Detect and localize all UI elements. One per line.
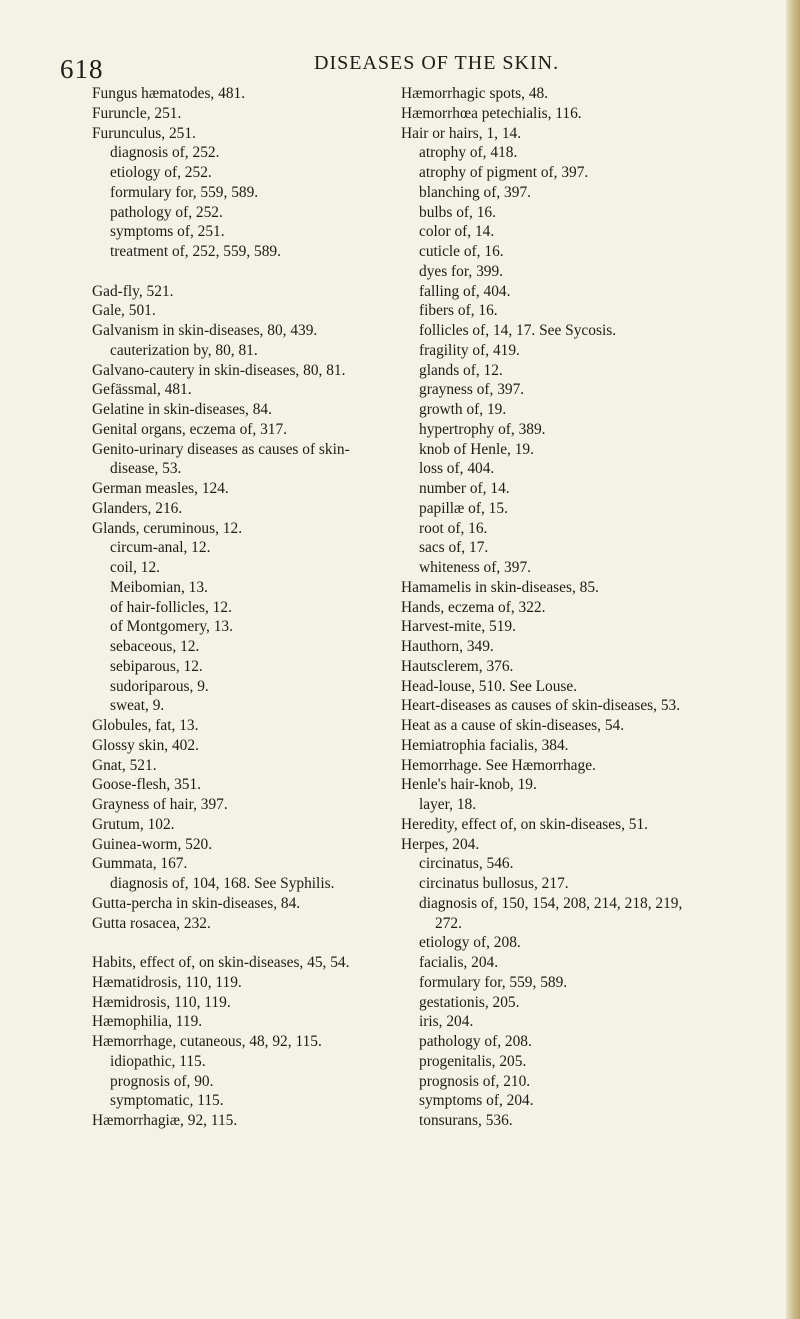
index-entry: Gummata, 167. [92,855,188,873]
index-subentry: circum-anal, 12. [110,539,211,557]
index-entry: Hæmorrhage, cutaneous, 48, 92, 115. [92,1033,322,1050]
index-entry: Habits, effect of, on skin-diseases, 45, 54. [92,954,350,971]
index-subentry: progenitalis, 205. [419,1052,527,1070]
index-entry: Hæmidrosis, 110, 119. [92,993,231,1011]
index-entry: Glanders, 216. [92,499,183,517]
index-subentry: disease, 53. [110,460,182,478]
index-entry: Guinea-worm, 520. [92,835,213,853]
index-entry: Gad-fly, 521. [92,282,174,300]
index-subentry: treatment of, 252, 559, 589. [110,243,281,260]
index-subentry: dyes for, 399. [419,262,504,280]
index-subentry: fragility of, 419. [419,341,520,359]
index-subentry: idiopathic, 115. [110,1052,206,1070]
index-subentry: 272. [435,914,462,932]
section-gap [92,933,397,953]
index-entry: Heart-diseases as causes of skin-diseases, 53. [401,697,681,715]
index-subentry: diagnosis of, 252. [110,144,220,162]
index-entry: Hair or hairs, 1, 14. [401,124,522,142]
index-subentry: circinatus, 546. [419,855,514,873]
index-subentry: pathology of, 252. [110,203,223,221]
index-entry: Hautsclerem, 376. [401,657,514,675]
index-entry: Furuncle, 251. [92,104,182,122]
index-entry: Herpes, 204. [401,835,480,853]
index-entry: Hæmorrhœa petechialis, 116. [401,104,582,122]
index-entry: German measles, 124. [92,480,229,497]
index-subentry: blanching of, 397. [419,183,531,201]
index-subentry: follicles of, 14, 17. See Sycosis. [419,322,617,339]
index-subentry: symptoms of, 251. [110,223,225,241]
index-subentry: prognosis of, 90. [110,1072,214,1090]
index-subentry: atrophy of pigment of, 397. [419,164,589,181]
index-subentry: sweat, 9. [110,697,165,715]
index-entry: Glossy skin, 402. [92,736,199,754]
index-entry: Furunculus, 251. [92,124,196,142]
index-subentry: falling of, 404. [419,282,511,300]
index-column-right [401,84,791,1131]
index-subentry: grayness of, 397. [419,381,525,399]
index-entry: Gefässmal, 481. [92,381,192,399]
index-subentry: formulary for, 559, 589. [110,183,259,201]
index-entry: Harvest-mite, 519. [401,618,516,636]
index-entry: Hands, eczema of, 322. [401,598,546,616]
index-subentry: gestationis, 205. [419,993,520,1011]
index-subentry: Meibomian, 13. [110,578,208,596]
index-subentry: symptoms of, 204. [419,1092,534,1110]
index-subentry: prognosis of, 210. [419,1072,531,1090]
index-entry: Genito-urinary diseases as causes of skin- [92,440,350,458]
index-subentry: coil, 12. [110,559,161,576]
index-subentry: of hair-follicles, 12. [110,598,232,616]
running-head: DISEASES OF THE SKIN. [314,52,560,74]
index-subentry: cauterization by, 80, 81. [110,341,258,359]
index-subentry: layer, 18. [419,796,477,813]
index-subentry: growth of, 19. [419,401,507,418]
index-entry: Grutum, 102. [92,815,175,833]
index-entry: Goose-flesh, 351. [92,776,201,794]
index-subentry: root of, 16. [419,519,488,537]
index-entry: Head-louse, 510. See Louse. [401,677,578,695]
index-entry: Fungus hæmatodes, 481. [92,85,246,102]
index-entry: Galvano-cautery in skin-diseases, 80, 81. [92,361,346,379]
index-entry: Globules, fat, 13. [92,717,199,734]
index-subentry: tonsurans, 536. [419,1112,513,1129]
index-entry: Grayness of hair, 397. [92,796,228,813]
index-entry: Glands, ceruminous, 12. [92,519,243,537]
index-subentry: fibers of, 16. [419,302,498,320]
index-subentry: papillæ of, 15. [419,499,508,517]
index-entry: Heredity, effect of, on skin-diseases, 51. [401,815,649,833]
index-subentry: of Montgomery, 13. [110,618,233,636]
index-entry: Hemorrhage. See Hæmorrhage. [401,756,596,774]
index-subentry: facialis, 204. [419,954,499,971]
index-subentry: diagnosis of, 104, 168. See Syphilis. [110,875,335,892]
index-entry: Hauthorn, 349. [401,638,494,655]
index-column-left [92,84,397,1131]
index-subentry: number of, 14. [419,480,510,497]
index-subentry: diagnosis of, 150, 154, 208, 214, 218, 219, [419,894,683,912]
index-subentry: knob of Henle, 19. [419,440,534,458]
index-subentry: sacs of, 17. [419,539,489,557]
index-entry: Hæmorrhagiæ, 92, 115. [92,1112,238,1129]
index-subentry: symptomatic, 115. [110,1092,224,1110]
index-entry: Gutta-percha in skin-diseases, 84. [92,894,301,912]
index-entry: Hemiatrophia facialis, 384. [401,736,569,754]
index-subentry: sudoriparous, 9. [110,677,209,695]
index-entry: Heat as a cause of skin-diseases, 54. [401,717,625,734]
index-subentry: etiology of, 252. [110,164,212,181]
index-entry: Gnat, 521. [92,756,157,774]
index-entry: Hamamelis in skin-diseases, 85. [401,578,599,596]
index-entry: Hæmorrhagic spots, 48. [401,85,549,102]
index-subentry: sebaceous, 12. [110,638,200,655]
index-subentry: sebiparous, 12. [110,657,203,675]
index-subentry: atrophy of, 418. [419,144,518,162]
index-subentry: iris, 204. [419,1013,474,1031]
index-entry: Genital organs, eczema of, 317. [92,420,288,438]
index-subentry: color of, 14. [419,223,495,241]
index-subentry: whiteness of, 397. [419,559,531,576]
index-entry: Galvanism in skin-diseases, 80, 439. [92,322,318,339]
index-subentry: glands of, 12. [419,361,503,379]
section-gap [92,262,397,282]
index-entry: Hæmophilia, 119. [92,1013,203,1031]
index-subentry: pathology of, 208. [419,1033,532,1050]
index-subentry: cuticle of, 16. [419,243,504,260]
index-entry: Hæmatidrosis, 110, 119. [92,973,242,991]
index-entry: Gutta rosacea, 232. [92,914,211,932]
index-entry: Gelatine in skin-diseases, 84. [92,401,272,418]
index-subentry: formulary for, 559, 589. [419,973,568,991]
index-entry: Gale, 501. [92,302,156,320]
index-subentry: bulbs of, 16. [419,203,496,221]
index-subentry: loss of, 404. [419,460,495,478]
index-subentry: hypertrophy of, 389. [419,420,546,438]
page-number: 618 [60,54,104,84]
index-subentry: circinatus bullosus, 217. [419,875,569,892]
index-entry: Henle's hair-knob, 19. [401,776,537,794]
page-header [60,46,760,86]
index-subentry: etiology of, 208. [419,934,521,952]
